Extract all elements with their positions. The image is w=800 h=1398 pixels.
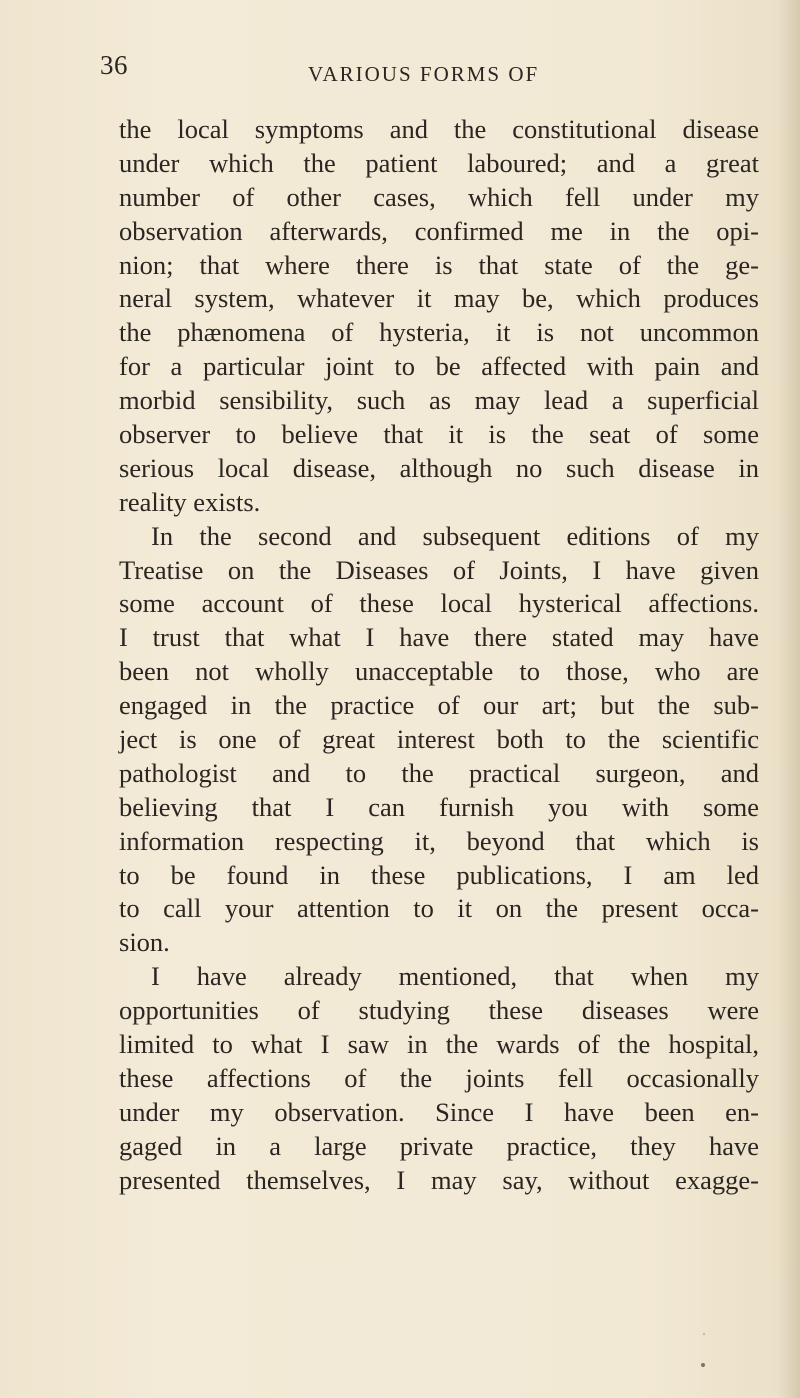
text-line: the phænomena of hysteria, it is not uncommon	[119, 317, 759, 348]
text-line: I trust that what I have there stated may have	[119, 622, 759, 653]
text-line: neral system, whatever it may be, which produces	[119, 283, 759, 314]
text-line: these affections of the joints fell occasionally	[119, 1062, 759, 1093]
text-line: to be found in these publications, I am led	[119, 859, 759, 890]
text-line: pathologist and to the practical surgeon, and	[119, 757, 759, 788]
text-line: morbid sensibility, such as may lead a superficial	[119, 385, 759, 416]
paragraph-start-line: I have already mentioned, that when my	[151, 961, 759, 992]
text-line: engaged in the practice of our art; but the sub-	[119, 690, 759, 721]
text-line: believing that I can furnish you with some	[119, 791, 759, 822]
text-line: information respecting it, beyond that which is	[119, 825, 759, 856]
page-edge-shadow	[778, 0, 800, 1398]
page-number: 36	[100, 50, 128, 80]
paragraph-start-line: In the second and subsequent editions of my	[151, 520, 759, 551]
text-line: nion; that where there is that state of the ge-	[119, 249, 759, 280]
paragraph-end-line: sion.	[119, 927, 170, 958]
text-line: serious local disease, although no such disease in	[119, 452, 759, 483]
text-line: gaged in a large private practice, they have	[119, 1130, 759, 1161]
text-line: some account of these local hysterical affections.	[119, 588, 759, 619]
text-line: under my observation. Since I have been en-	[119, 1096, 759, 1127]
text-line: for a particular joint to be affected with pain and	[119, 351, 759, 382]
body-text	[119, 113, 759, 1198]
page-header	[0, 50, 800, 90]
text-line: presented themselves, I may say, without exagge-	[119, 1164, 759, 1195]
text-line: observation afterwards, confirmed me in the opi-	[119, 215, 759, 246]
text-line: Treatise on the Diseases of Joints, I have given	[119, 554, 759, 585]
text-line: number of other cases, which fell under my	[119, 181, 759, 212]
running-title: VARIOUS FORMS OF	[308, 62, 540, 86]
paragraph-end-line: reality exists.	[119, 486, 261, 517]
text-line: the local symptoms and the constitutional disease	[119, 114, 759, 144]
ink-speck	[703, 1333, 705, 1335]
text-line: observer to believe that it is the seat of some	[119, 419, 759, 450]
text-line: under which the patient laboured; and a great	[119, 147, 759, 178]
text-line: to call your attention to it on the present occa-	[119, 893, 759, 924]
text-line: opportunities of studying these diseases were	[119, 995, 759, 1026]
text-line: limited to what I saw in the wards of the hospital,	[119, 1029, 759, 1060]
text-line: been not wholly unacceptable to those, who are	[119, 656, 759, 687]
text-line: ject is one of great interest both to the scientific	[119, 724, 759, 755]
ink-speck	[701, 1363, 705, 1367]
